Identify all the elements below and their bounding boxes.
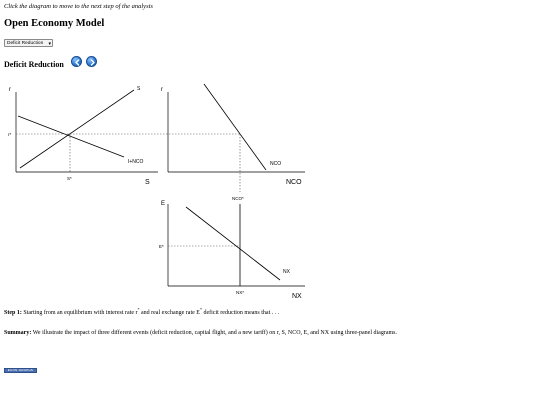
chevron-down-icon: ▾ bbox=[48, 41, 51, 47]
chevron-right-icon bbox=[87, 57, 98, 68]
three-panel-diagram[interactable] bbox=[0, 78, 330, 300]
investment-nco-demand-curve bbox=[18, 116, 124, 157]
scenario-select-value: Deficit Reduction bbox=[7, 41, 44, 46]
nco-curve-label: NCO bbox=[270, 161, 282, 167]
chevron-left-icon bbox=[72, 57, 83, 68]
nco-curve bbox=[204, 84, 266, 170]
s-star-label: S* bbox=[67, 176, 72, 181]
loanable-funds-panel bbox=[8, 86, 240, 186]
nco-y-label: r bbox=[161, 87, 163, 93]
lf-x-label: S bbox=[145, 179, 150, 186]
step-body-middle: and real exchange rate E bbox=[139, 310, 200, 316]
lf-y-label: r bbox=[9, 87, 11, 93]
step-text bbox=[4, 307, 279, 316]
e-star-superscript: * bbox=[199, 307, 202, 312]
step-body-start: Starting from an equilibrium with interest rate r bbox=[23, 310, 138, 316]
investment-nco-label: I+NCO bbox=[128, 159, 144, 165]
r-star-superscript: * bbox=[137, 307, 140, 312]
saving-supply-curve bbox=[20, 90, 134, 168]
r-star-label: r* bbox=[8, 132, 12, 137]
nx-curve-label: NX bbox=[283, 269, 290, 275]
e-star-label: E* bbox=[159, 244, 164, 249]
nco-star-label: NCO* bbox=[232, 196, 244, 201]
nx-star-label: NX* bbox=[236, 290, 245, 295]
fx-market-panel bbox=[159, 196, 305, 300]
summary-text bbox=[4, 329, 414, 337]
previous-step-button[interactable] bbox=[71, 56, 82, 67]
summary-body: We illustrate the impact of three different events (deficit reduction, capital flight, and a new tariff) on r, S, NCO, E, and NX using three-panel diagrams. bbox=[31, 330, 398, 336]
scenario-select[interactable] bbox=[4, 39, 53, 47]
step-body-end: deficit reduction means that . . . bbox=[201, 310, 280, 316]
fx-x-label: NX bbox=[292, 293, 302, 300]
next-step-button[interactable] bbox=[86, 56, 97, 67]
instruction-text: Click the diagram to move to the next step of the analysis bbox=[4, 3, 153, 10]
page-title: Open Economy Model bbox=[4, 18, 105, 29]
publisher-logo[interactable]: ECON GRAPHS bbox=[4, 368, 37, 373]
nx-demand-curve bbox=[186, 207, 280, 280]
fx-y-label: E bbox=[161, 201, 166, 207]
saving-supply-label: S bbox=[137, 86, 141, 92]
section-title: Deficit Reduction bbox=[4, 60, 64, 69]
step-label: Step 1: bbox=[4, 310, 22, 316]
nco-x-label: NCO bbox=[286, 179, 302, 186]
nco-panel bbox=[161, 84, 305, 192]
summary-label: Summary: bbox=[4, 330, 32, 336]
